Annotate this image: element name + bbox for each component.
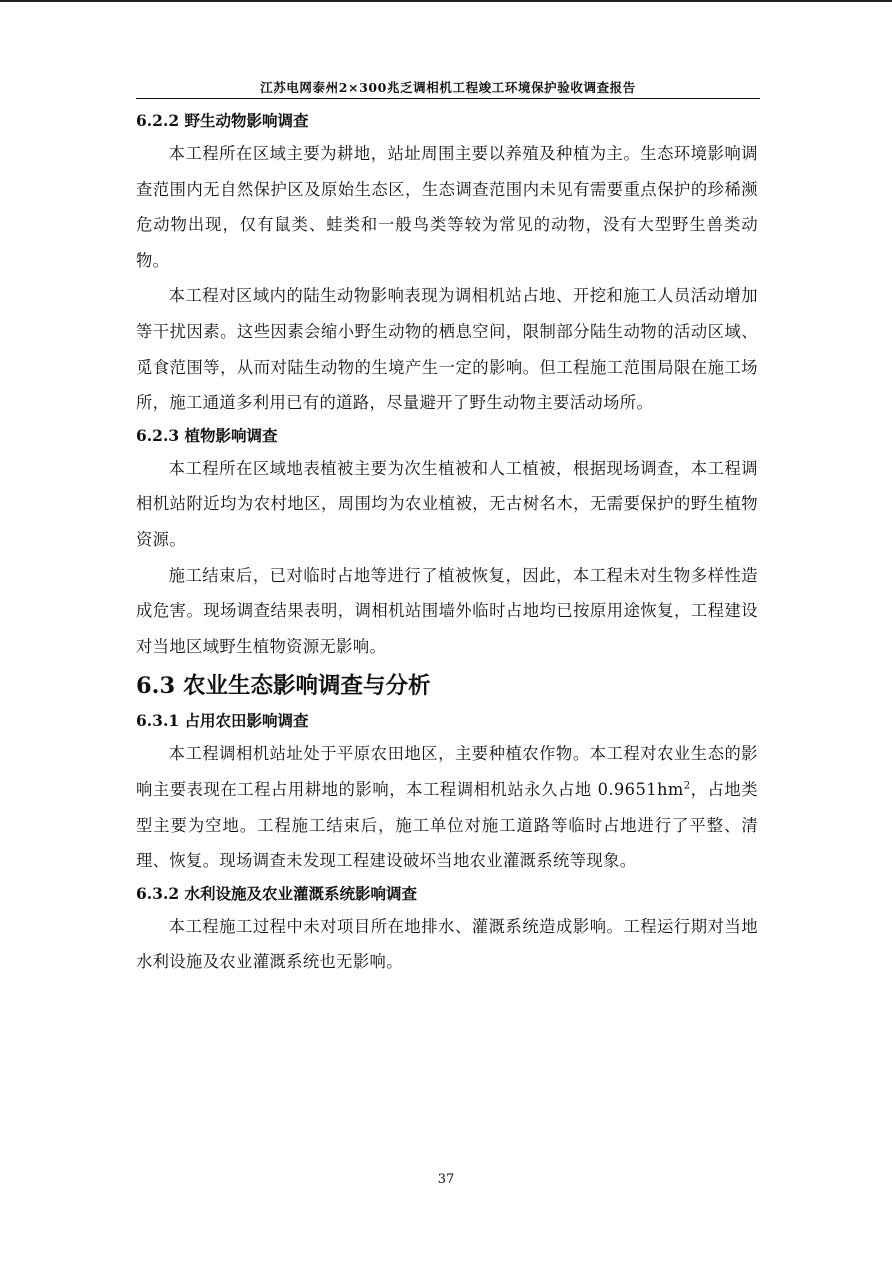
section-heading-6-3-1: 6.3.1 占用农田影响调查	[136, 711, 309, 731]
running-header: 江苏电网泰州2×300兆乏调相机工程竣工环境保护验收调查报告	[260, 80, 636, 95]
paragraph-6-2-2-1: 本工程所在区域主要为耕地，站址周围主要以养殖及种植为主。生态环境影响调查范围内无自然保护区及原始生态区，生态调查范围内未见有需要重点保护的珍稀濒危动物出现，仅有鼠类、蛙类和一般鸟类等较为常见的动物，没有大型野生兽类动物。	[136, 144, 758, 270]
document-body	[136, 106, 758, 980]
paragraph-text-continued: ，占地类型主要为空地。工程施工结束后，施工单位对施工道路等临时占地进行了平整、清理、恢复。现场调查未发现工程建设破坏当地农业灌溉系统等现象。	[136, 779, 758, 871]
paragraph-6-3-1-1	[136, 736, 758, 878]
page-number: 37	[437, 1172, 455, 1187]
paragraph-6-2-2-2: 本工程对区域内的陆生动物影响表现为调相机站占地、开挖和施工人员活动增加等干扰因素。这些因素会缩小野生动物的栖息空间，限制部分陆生动物的活动区域、觅食范围等，从而对陆生动物的生境产生一定的影响。但工程施工范围局限在施工场所，施工通道多利用已有的道路，尽量避开了野生动物主要活动场所。	[136, 286, 758, 413]
paragraph-6-2-3-2: 施工结束后，已对临时占地等进行了植被恢复，因此，本工程未对生物多样性造成危害。现场调查结果表明，调相机站围墙外临时占地均已按原用途恢复，工程建设对当地区域野生植物资源无影响。	[136, 565, 758, 656]
section-heading-6-2-2: 6.2.2 野生动物影响调查	[136, 111, 309, 130]
paragraph-text: 本工程调相机站址处于平原农田地区，主要种植农作物。本工程对农业生态的影响主要表现在工程占用耕地的影响，本工程调相机站永久占地 0.9651hm	[136, 744, 758, 799]
section-heading-6-3-2: 6.3.2 水利设施及农业灌溉系统影响调查	[136, 883, 418, 903]
paragraph-6-2-3-1: 本工程所在区域地表植被主要为次生植被和人工植被，根据现场调查，本工程调相机站附近均为农村地区，周围均为农业植被，无古树名木，无需要保护的野生植物资源。	[136, 458, 758, 549]
paragraph-6-3-2-1: 本工程施工过程中未对项目所在地排水、灌溉系统造成影响。工程运行期对当地水利设施及农业灌溉系统也无影响。	[136, 916, 758, 972]
page-top-border	[0, 0, 892, 2]
header-rule	[136, 98, 760, 99]
section-heading-6-3: 6.3 农业生态影响调查与分析	[136, 673, 431, 700]
area-unit-superscript: 2	[683, 780, 691, 792]
section-heading-6-2-3: 6.2.3 植物影响调查	[136, 425, 278, 445]
